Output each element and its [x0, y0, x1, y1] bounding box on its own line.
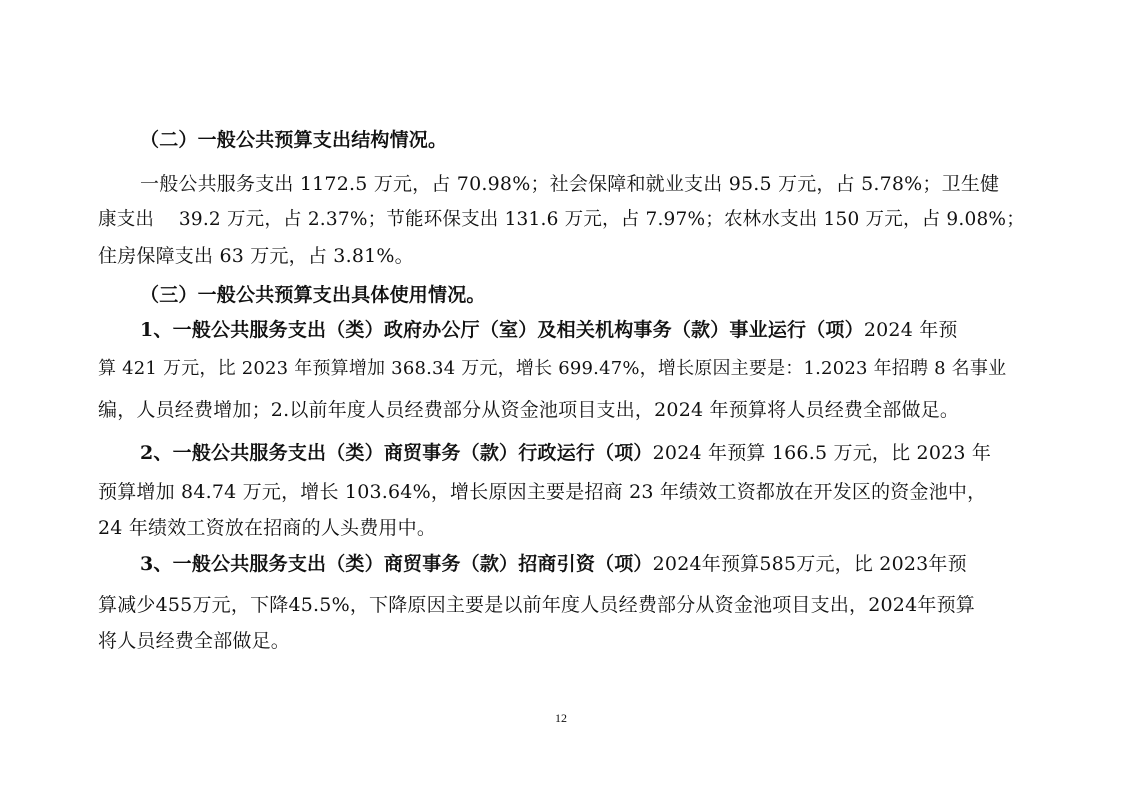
paragraph-line: 算 421 万元，比 2023 年预算增加 368.34 万元，增长 699.47%，增长原因主要是：1.2023 年招聘 8 名事业 [98, 358, 1007, 379]
page-number: 12 [555, 711, 567, 725]
paragraph-line: 算减少455万元，下降45.5%，下降原因主要是以前年度人员经费部分从资金池项目支出，2024年预算 [98, 594, 975, 616]
item-text: 2024 年预算 166.5 万元，比 2023 年 [652, 442, 992, 464]
item-title: 3、一般公共服务支出（类）商贸事务（款）招商引资（项） [140, 553, 653, 575]
item-title: 1、一般公共服务支出（类）政府办公厅（室）及相关机构事务（款）事业运行（项） [140, 319, 864, 341]
item-text: 2024年预算585万元，比 2023年预 [652, 553, 967, 575]
paragraph-line: 编，人员经费增加；2.以前年度人员经费部分从资金池项目支出，2024 年预算将人员经费全部做足。 [98, 399, 960, 421]
paragraph-line: 预算增加 84.74 万元，增长 103.64%，增长原因主要是招商 23 年绩效工资都放在开发区的资金池中， [98, 481, 987, 503]
list-item [140, 552, 967, 576]
section-heading: （三）一般公共预算支出具体使用情况。 [140, 284, 486, 306]
paragraph-line: 康支出 39.2 万元，占 2.37%；节能环保支出 131.6 万元，占 7.97%；农林水支出 150 万元，占 9.08%； [98, 209, 1025, 230]
paragraph-line: 一般公共服务支出 1172.5 万元，占 70.98%；社会保障和就业支出 95.5 万元，占 5.78%；卫生健 [140, 173, 1000, 195]
list-item [140, 441, 991, 465]
paragraph-line: 24 年绩效工资放在招商的人头费用中。 [98, 517, 437, 539]
item-text: 2024 年预 [863, 319, 958, 341]
section-heading: （二）一般公共预算支出结构情况。 [140, 129, 448, 151]
list-item [140, 318, 958, 342]
paragraph-line: 将人员经费全部做足。 [98, 630, 291, 652]
item-title: 2、一般公共服务支出（类）商贸事务（款）行政运行（项） [140, 442, 653, 464]
paragraph-line: 住房保障支出 63 万元，占 3.81%。 [98, 245, 414, 267]
